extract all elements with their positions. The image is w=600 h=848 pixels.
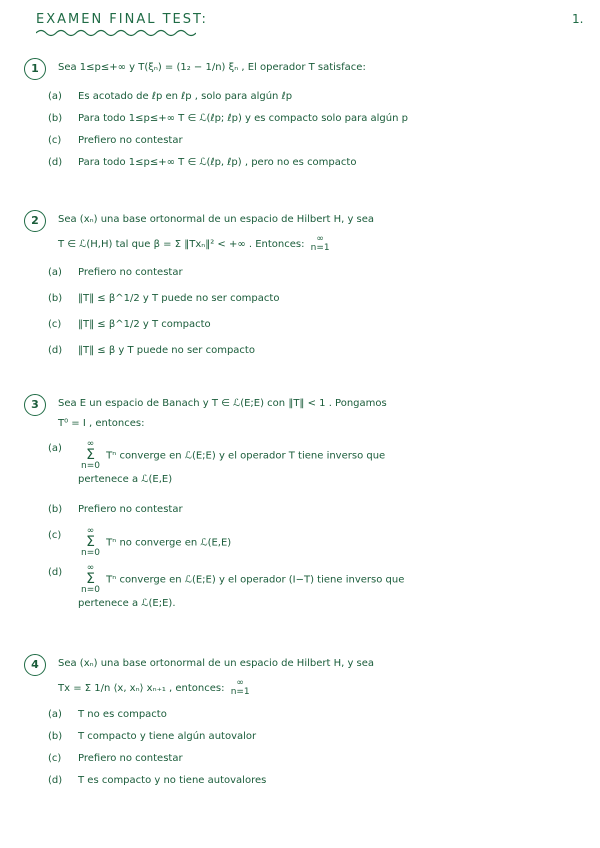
summation-limits <box>311 235 330 253</box>
option-letter: (a) <box>48 443 62 454</box>
question-statement-line-2 <box>58 234 584 256</box>
option-letter: (b) <box>48 113 63 124</box>
option-c[interactable] <box>48 314 584 336</box>
option-text: ‖T‖ ≤ β^1/2 y T puede no ser compacto <box>78 293 280 304</box>
option-a[interactable] <box>48 262 584 284</box>
question-statement: Sea 1≤p≤+∞ y T(ξₙ) = (1₂ − 1/n) ξₙ , El operador T satisface: <box>58 62 366 73</box>
option-b[interactable] <box>48 726 584 748</box>
option-letter: (c) <box>48 530 62 541</box>
question-statement-line-1: Sea (xₙ) una base ortonormal de un espacio de Hilbert H, y sea <box>58 658 375 669</box>
option-text: ‖T‖ ≤ β y T puede no ser compacto <box>78 345 255 356</box>
question-statement-line-2: T⁰ = I , entonces: <box>58 418 145 429</box>
sum-upper-limit: ∞ <box>86 563 95 573</box>
option-text: T es compacto y no tiene autovalores <box>78 775 267 786</box>
option-text: T compacto y tiene algún autovalor <box>78 731 257 742</box>
option-b[interactable] <box>48 108 584 130</box>
option-letter: (b) <box>48 731 63 742</box>
page-title: EXAMEN FINAL TEST: <box>36 12 208 27</box>
option-letter: (b) <box>48 504 63 515</box>
option-letter: (d) <box>48 157 63 168</box>
option-d[interactable] <box>48 340 584 362</box>
option-b[interactable] <box>48 288 584 310</box>
question-number: 1 <box>24 58 46 80</box>
sum-upper-limit: ∞ <box>86 439 95 449</box>
option-text-continued: pertenece a ℒ(E,E) <box>78 474 173 485</box>
option-c[interactable] <box>48 748 584 770</box>
option-text: Prefiero no contestar <box>78 135 183 146</box>
question-number: 2 <box>24 210 46 232</box>
page-number: 1. <box>572 12 584 26</box>
title-underline-squiggle <box>36 28 196 38</box>
option-text: Prefiero no contestar <box>78 753 183 764</box>
option-d[interactable] <box>48 152 584 174</box>
sigma-symbol: Σ <box>86 571 95 587</box>
sum-upper-limit: ∞ <box>86 526 95 536</box>
option-text: Tⁿ converge en ℒ(E;E) y el operador (I−T) tiene inverso que <box>106 574 405 586</box>
option-text: Es acotado de ℓp en ℓp , solo para algún ℓp <box>78 91 293 102</box>
option-a[interactable] <box>48 86 584 108</box>
option-letter: (a) <box>48 709 62 720</box>
option-text: Para todo 1≤p≤+∞ T ∈ ℒ(ℓp; ℓp) y es compacto solo para algún p <box>78 113 408 124</box>
option-a[interactable] <box>48 704 584 726</box>
option-text: Para todo 1≤p≤+∞ T ∈ ℒ(ℓp, ℓp) , pero no es compacto <box>78 157 357 168</box>
question-number: 3 <box>24 394 46 416</box>
sum-lower-limit: n=0 <box>81 548 100 558</box>
sum-upper-limit: ∞ <box>236 678 244 688</box>
statement-text: T ∈ ℒ(H,H) tal que β = Σ ‖Txₙ‖² < +∞ . Entonces: <box>58 239 305 250</box>
option-d[interactable] <box>48 770 584 792</box>
option-b[interactable] <box>48 499 584 521</box>
sum-lower-limit: n=0 <box>81 585 100 595</box>
sum-lower-limit: n=0 <box>81 461 100 471</box>
option-c[interactable] <box>48 527 584 558</box>
option-c[interactable] <box>48 130 584 152</box>
option-letter: (a) <box>48 267 62 278</box>
summation-limits <box>231 679 250 697</box>
question-4 <box>24 654 584 792</box>
summation <box>81 527 100 558</box>
question-number: 4 <box>24 654 46 676</box>
option-text: Prefiero no contestar <box>78 267 183 278</box>
sigma-symbol: Σ <box>86 534 95 550</box>
question-statement-line-1: Sea (xₙ) una base ortonormal de un espacio de Hilbert H, y sea <box>58 214 375 225</box>
summation <box>81 564 100 595</box>
statement-text: Tx = Σ 1/n ⟨x, xₙ⟩ xₙ₊₁ , entonces: <box>58 683 225 694</box>
option-letter: (d) <box>48 345 63 356</box>
option-letter: (b) <box>48 293 63 304</box>
option-letter: (c) <box>48 135 62 146</box>
option-text: Tⁿ converge en ℒ(E;E) y el operador T tiene inverso que <box>106 450 386 462</box>
option-text: T no es compacto <box>78 709 167 720</box>
question-1 <box>24 58 584 174</box>
summation <box>81 440 100 471</box>
option-text: ‖T‖ ≤ β^1/2 y T compacto <box>78 319 211 330</box>
question-3 <box>24 394 584 619</box>
sum-upper-limit: ∞ <box>316 234 324 244</box>
option-letter: (c) <box>48 753 62 764</box>
sum-lower-limit: n=1 <box>310 243 330 253</box>
option-text-continued: pertenece a ℒ(E;E). <box>78 598 176 609</box>
option-text: Tⁿ no converge en ℒ(E,E) <box>106 537 232 549</box>
option-a[interactable] <box>48 440 584 489</box>
question-statement-line-1: Sea E un espacio de Banach y T ∈ ℒ(E;E) con ‖T‖ < 1 . Pongamos <box>58 398 387 409</box>
option-d[interactable] <box>48 564 584 613</box>
option-letter: (d) <box>48 775 63 786</box>
option-letter: (d) <box>48 567 63 578</box>
option-text: Prefiero no contestar <box>78 504 183 515</box>
question-2 <box>24 210 584 362</box>
option-letter: (c) <box>48 319 62 330</box>
question-statement-line-2 <box>58 678 584 700</box>
sum-lower-limit: n=1 <box>230 687 250 697</box>
sigma-symbol: Σ <box>86 447 95 463</box>
option-letter: (a) <box>48 91 62 102</box>
